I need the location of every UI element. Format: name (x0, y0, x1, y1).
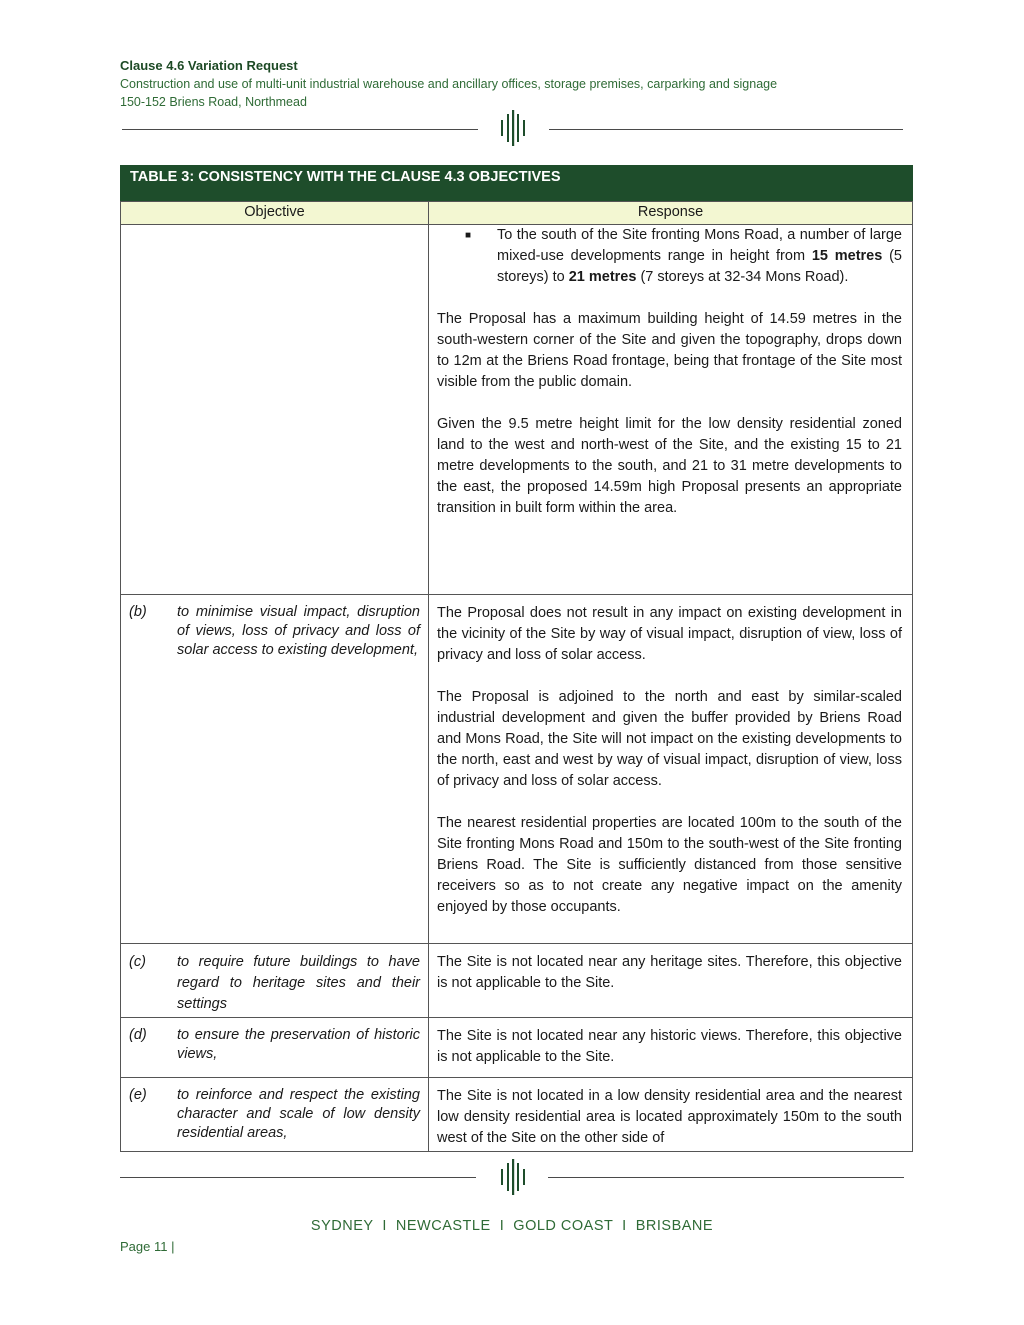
objective-letter: (d) (129, 1027, 147, 1043)
bullet-bold-height-1: 15 metres (811, 248, 883, 264)
objective-letter: (b) (129, 604, 147, 620)
objective-letter: (c) (129, 954, 146, 970)
footer-rule-right (548, 1177, 904, 1178)
footer-rule-left (120, 1177, 476, 1178)
response-paragraph: The Site is not located in a low density residential area and the nearest low density residential area is located approximately 150m to the south west of the Site on the other side of (437, 1088, 902, 1146)
page-number: Page 11 | (120, 1239, 175, 1254)
response-cell (429, 595, 913, 944)
table-row (121, 595, 913, 944)
document-subtitle: Construction and use of multi-unit industrial warehouse and ancillary offices, storage premises, carparking and signage (120, 77, 778, 91)
objective-text: to reinforce and respect the existing character and scale of low density residential areas, (177, 1087, 420, 1141)
bullet-text-end: (7 storeys at 32-34 Mons Road). (636, 269, 849, 285)
objective-cell (121, 225, 429, 595)
response-paragraph: The nearest residential properties are located 100m to the south of the Site fronting Mons Road and 150m to the south-west of the Site fronting Briens Road. The Site is sufficiently distanced from those sensitive receivers so as to not create any negative impact on the amenity enjoyed by those occupants. (437, 815, 902, 915)
objective-text: to minimise visual impact, disruption of views, loss of privacy and loss of solar access to existing development, (177, 604, 420, 658)
response-cell (429, 944, 913, 1018)
bullet-bold-height-2: 21 metres (568, 269, 637, 285)
objective-cell (121, 1018, 429, 1078)
square-bullet-icon: ■ (465, 230, 472, 241)
response-paragraph: The Proposal does not result in any impact on existing development in the vicinity of the Site by way of visual impact, disruption of view, loss of privacy and loss of solar access. (437, 605, 902, 663)
response-cell (429, 1018, 913, 1078)
column-header-response: Response (429, 202, 913, 225)
column-header-objective: Objective (121, 202, 429, 225)
objective-cell (121, 1078, 429, 1152)
document-address: 150-152 Briens Road, Northmead (120, 95, 307, 109)
bullet-text: To the south of the Site fronting Mons Road, a number of large mixed-use developments range in height from (497, 227, 902, 264)
objective-letter: (e) (129, 1087, 147, 1103)
objective-text: to require future buildings to have regard to heritage sites and their settings (177, 954, 420, 1012)
table-row (121, 225, 913, 595)
bullet-text-mid: (5 storeys) to (497, 248, 903, 285)
objective-cell (121, 944, 429, 1018)
table-row (121, 1018, 913, 1078)
brand-logo-icon (498, 110, 528, 146)
office-locations: SYDNEY I NEWCASTLE I GOLD COAST I BRISBANE (310, 1218, 714, 1234)
table-row (121, 1078, 913, 1152)
objective-cell (121, 595, 429, 944)
footer-logo-icon (498, 1159, 528, 1195)
objective-text: to ensure the preservation of historic views, (177, 1027, 420, 1062)
response-cell (429, 1078, 913, 1152)
header-rule-right (549, 129, 903, 130)
consistency-table (120, 165, 913, 1152)
document-title: Clause 4.6 Variation Request (120, 58, 298, 73)
response-paragraph: The Proposal has a maximum building height of 14.59 metres in the south-western corner of the Site and given the topography, drops down to 12m at the Briens Road frontage, being that frontage of the Site most visible from the public domain. (437, 311, 902, 390)
response-cell (429, 225, 913, 595)
response-paragraph: The Site is not located near any heritage sites. Therefore, this objective is not applicable to the Site. (437, 954, 902, 991)
response-paragraph: Given the 9.5 metre height limit for the low density residential zoned land to the west and north-west of the Site, and the existing 15 to 21 metre developments to the south, and 21 to 31 metre developments to the east, the proposed 14.59m high Proposal presents an appropriate transition in built form within the area. (437, 416, 902, 516)
table-title: TABLE 3: CONSISTENCY WITH THE CLAUSE 4.3 OBJECTIVES (120, 165, 913, 201)
table-row (121, 944, 913, 1018)
response-paragraph: The Proposal is adjoined to the north and east by similar-scaled industrial development and given the buffer provided by Briens Road and Mons Road, the Site will not impact on the existing developments to the north, east and west by way of visual impact, disruption of view, loss of privacy and loss of solar access. (437, 689, 902, 789)
list-item (437, 225, 902, 288)
header-rule-left (122, 129, 478, 130)
response-paragraph: The Site is not located near any historic views. Therefore, this objective is not applicable to the Site. (437, 1028, 902, 1065)
